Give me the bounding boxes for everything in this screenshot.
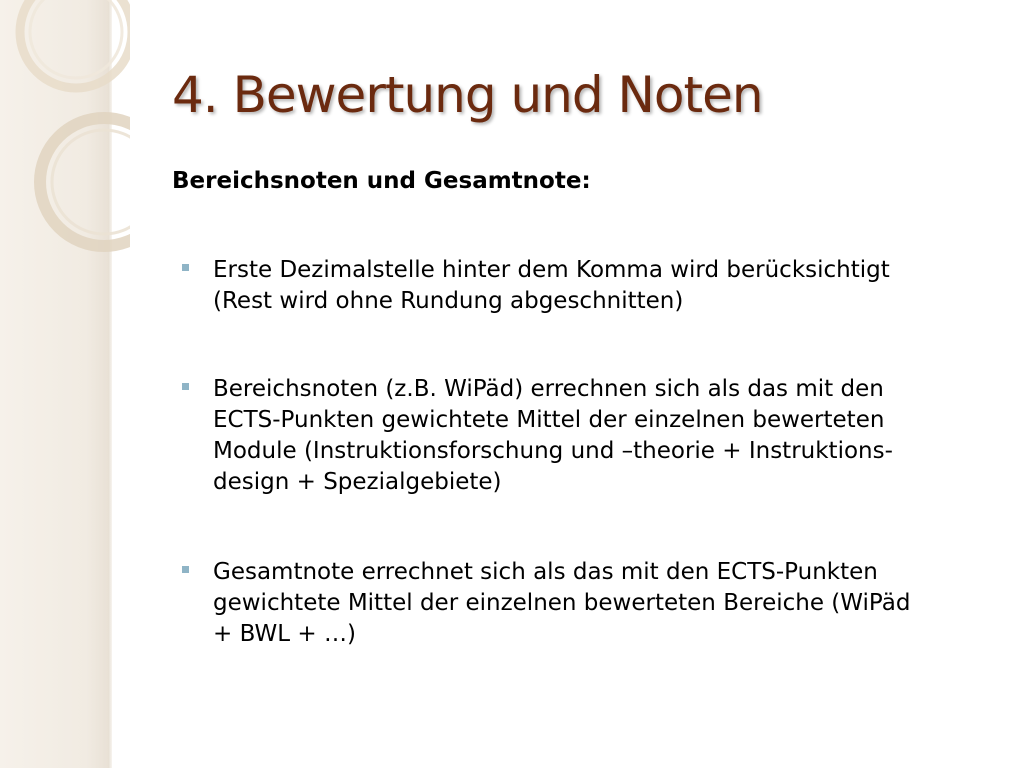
bullet-line: gewichtete Mittel der einzelnen bewerteten Bereiche (WiPäd — [213, 590, 911, 616]
bullet-line: Module (Instruktionsforschung und –theorie + Instruktions- — [213, 438, 893, 464]
slide-subtitle: Bereichsnoten und Gesamtnote: — [172, 168, 591, 194]
upper-ring-inner — [30, 0, 122, 78]
bullet-line: ECTS-Punkten gewichtete Mittel der einzelnen bewerteten — [213, 407, 885, 433]
bullet-text — [213, 557, 993, 650]
slide-title: 4. Bewertung und Noten — [172, 66, 763, 124]
bullet-text — [213, 374, 993, 498]
lower-ring-inner — [52, 130, 130, 234]
upper-ring-arc — [20, 0, 130, 88]
square-bullet-icon — [182, 566, 189, 573]
bullet-line: design + Spezialgebiete) — [213, 469, 502, 495]
bullet-line: + BWL + …) — [213, 621, 356, 647]
bullet-text — [213, 255, 993, 317]
square-bullet-icon — [182, 264, 189, 271]
bullet-line: Gesamtnote errechnet sich als das mit den ECTS-Punkten — [213, 559, 878, 585]
square-bullet-icon — [182, 383, 189, 390]
bullet-line: Erste Dezimalstelle hinter dem Komma wird berücksichtigt — [213, 257, 890, 283]
bullet-line: (Rest wird ohne Rundung abgeschnitten) — [213, 288, 684, 314]
decorative-rings — [0, 0, 130, 300]
bullet-line: Bereichsnoten (z.B. WiPäd) errechnen sich als das mit den — [213, 376, 884, 402]
